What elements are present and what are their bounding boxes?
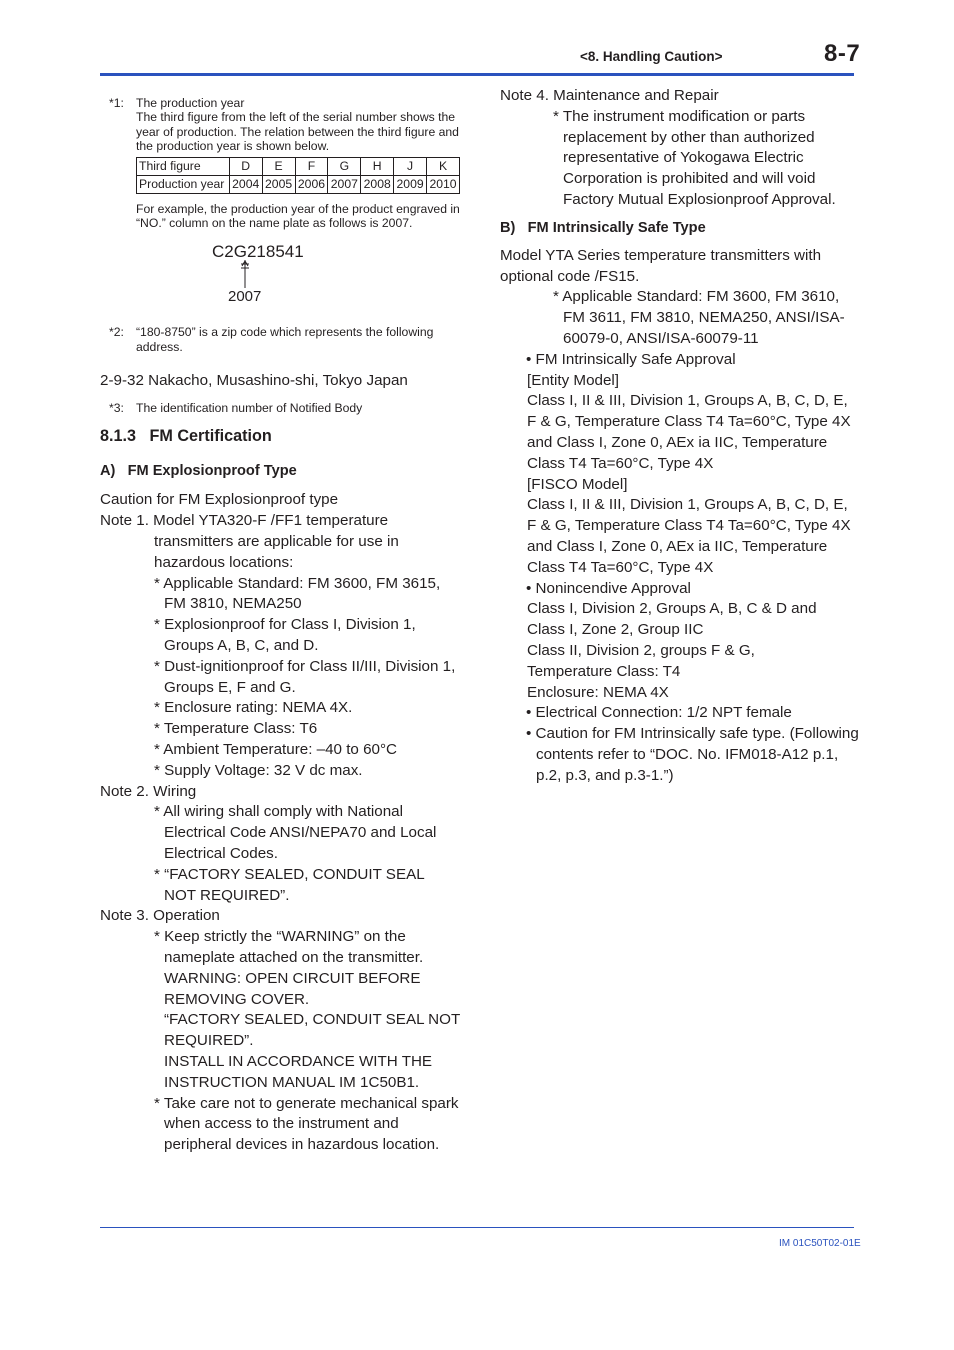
bullet-electrical-connection: • Electrical Connection: 1/2 NPT female — [526, 704, 792, 722]
list-item: * “FACTORY SEALED, CONDUIT SEAL NOT REQUIRED”. — [154, 865, 425, 904]
list-item: * Keep strictly the “WARNING” on the nameplate attached on the transmitter. — [154, 928, 424, 966]
approval-line: Temperature Class: T4 — [527, 662, 681, 680]
bullet-nonincendive: • Nonincendive Approval — [526, 579, 691, 597]
production-year-example: For example, the production year of the product engraved in “NO.” column on the name plate as follows is 2007. — [136, 201, 460, 231]
table-row — [137, 157, 460, 175]
footer-rule — [100, 1227, 854, 1228]
page-number: 8-7 — [824, 40, 861, 67]
approval-line: Class I, II & III, Division 1, Groups A, B, C, D, E, F & G, Temperature Class T4 Ta=60°C, Type 4X and Class I, Zone 0, AEx ia IIC, Temperature Class T4 Ta=60°C, Type 4X — [527, 496, 851, 576]
list-item: * Enclosure rating: NEMA 4X. — [154, 699, 353, 717]
heading-fm-certification: 8.1.3 FM Certification — [100, 427, 272, 446]
bullet-intrinsically-safe: • FM Intrinsically Safe Approval — [526, 350, 736, 368]
table-cell: 2006 — [295, 175, 328, 193]
note-1-head: Note 1. Model YTA320-F /FF1 temperature — [100, 512, 389, 530]
note-2-head: Note 2. Wiring — [100, 782, 197, 800]
approval-line: Class I, Zone 2, Group IIC — [527, 621, 704, 639]
table-cell: 2007 — [328, 175, 361, 193]
list-item: * Temperature Class: T6 — [154, 720, 318, 738]
serial-number-example — [100, 236, 460, 318]
list-item: * Supply Voltage: 32 V dc max. — [154, 761, 363, 779]
warning-line: “FACTORY SEALED, CONDUIT SEAL NOT REQUIRED”. — [164, 1011, 460, 1050]
table-cell: 2004 — [229, 175, 262, 193]
table-cell: F — [295, 157, 328, 175]
footnote-3 — [100, 401, 460, 415]
table-cell: H — [361, 157, 394, 175]
list-item: * Explosionproof for Class I, Division 1, Groups A, B, C, and D. — [154, 616, 416, 655]
warning-line: WARNING: OPEN CIRCUIT BEFORE REMOVING COVER. — [164, 969, 421, 1008]
left-column — [100, 96, 460, 1156]
approval-line: Class I, II & III, Division 1, Groups A, B, C, D, E, F & G, Temperature Class T4 Ta=60°C, Type 4X and Class I, Zone 0, AEx ia IIC, Temperature Class T4 Ta=60°C, Type 4X — [527, 392, 851, 472]
note-1-continuation: transmitters are applicable for use in hazardous locations: — [154, 533, 399, 571]
caution-explosionproof: Caution for FM Explosionproof type — [100, 491, 339, 509]
table-cell: 2010 — [427, 175, 460, 193]
bullet-caution-intrinsically-safe: • Caution for FM Intrinsically safe type. (Following contents refer to “DOC. No. IFM018-A12 p.1, p.2, p.3, and p.3-1.”) — [526, 725, 859, 784]
table-cell: 2005 — [262, 175, 295, 193]
list-item: * Ambient Temperature: –40 to 60°C — [154, 741, 398, 759]
serial-number: C2G218541 — [212, 242, 304, 262]
table-row — [137, 175, 460, 193]
applicable-standard: * Applicable Standard: FM 3600, FM 3610, FM 3611, FM 3810, NEMA250, ANSI/ISA-60079-0, ANSI/ISA-60079-11 — [553, 288, 845, 347]
document-id: IM 01C50T02-01E — [779, 1238, 861, 1249]
note-3-head: Note 3. Operation — [100, 907, 220, 925]
warning-line: INSTALL IN ACCORDANCE WITH THE INSTRUCTION MANUAL IM 1C50B1. — [164, 1052, 433, 1091]
table-cell: 2008 — [361, 175, 394, 193]
approval-line: Enclosure: NEMA 4X — [527, 683, 669, 701]
footnote-1 — [100, 96, 460, 154]
list-item: * Take care not to generate mechanical spark when access to the instrument and peripheral devices in hazardous location. — [154, 1094, 459, 1154]
serial-year: 2007 — [228, 288, 262, 306]
footnote-1-title: The production year — [136, 96, 245, 110]
table-cell: G — [328, 157, 361, 175]
list-item: * All wiring shall comply with National Electrical Code ANSI/NEPA70 and Local Electrical Codes. — [154, 803, 437, 862]
list-item: * Dust-ignitionproof for Class II/III, Division 1, Groups E, F and G. — [154, 657, 456, 696]
footnote-2-mark: *2: — [109, 325, 124, 340]
table-cell: 2009 — [394, 175, 427, 193]
footnote-2 — [100, 325, 460, 354]
table-cell: E — [262, 157, 295, 175]
table-cell: D — [229, 157, 262, 175]
approval-line: Class I, Division 2, Groups A, B, C & D and — [527, 600, 817, 618]
table-cell: K — [427, 157, 460, 175]
list-item: * Applicable Standard: FM 3600, FM 3615, FM 3810, NEMA250 — [154, 574, 441, 613]
approval-line: Class II, Division 2, groups F & G, — [527, 641, 755, 659]
serial-arrow-icon — [240, 260, 250, 290]
intro: Model YTA Series temperature transmitters with optional code /FS15. — [500, 246, 822, 285]
address: 2-9-32 Nakacho, Musashino-shi, Tokyo Japan — [100, 372, 408, 390]
list-item: * The instrument modification or parts replacement by other than authorized representative of Yokogawa Electric Corporation is prohibited and will void Factory Mutual Explosionproof Approval. — [553, 107, 836, 208]
heading-fm-intrinsically-safe: B) FM Intrinsically Safe Type — [500, 219, 706, 236]
approval-line: [FISCO Model] — [527, 475, 628, 493]
footnote-3-text: The identification number of Notified Body — [136, 401, 363, 416]
table-cell: Production year — [137, 175, 230, 193]
note-4-head: Note 4. Maintenance and Repair — [500, 87, 719, 104]
header-rule — [100, 73, 854, 76]
production-year-table — [136, 157, 460, 194]
heading-fm-explosionproof: A) FM Explosionproof Type — [100, 463, 297, 480]
approval-line: [Entity Model] — [527, 371, 620, 389]
footnote-1-mark: *1: — [109, 96, 124, 110]
footnote-1-text: The third figure from the left of the serial number shows the year of production. The relation between the third figure and the production year is shown below. — [136, 110, 459, 154]
right-column — [500, 86, 860, 787]
header-section-label: <8. Handling Caution> — [580, 49, 723, 64]
footnote-2-text: “180-8750” is a zip code which represents the following address. — [136, 325, 434, 354]
table-cell: J — [394, 157, 427, 175]
footnote-3-mark: *3: — [109, 401, 124, 416]
table-cell: Third figure — [137, 157, 230, 175]
